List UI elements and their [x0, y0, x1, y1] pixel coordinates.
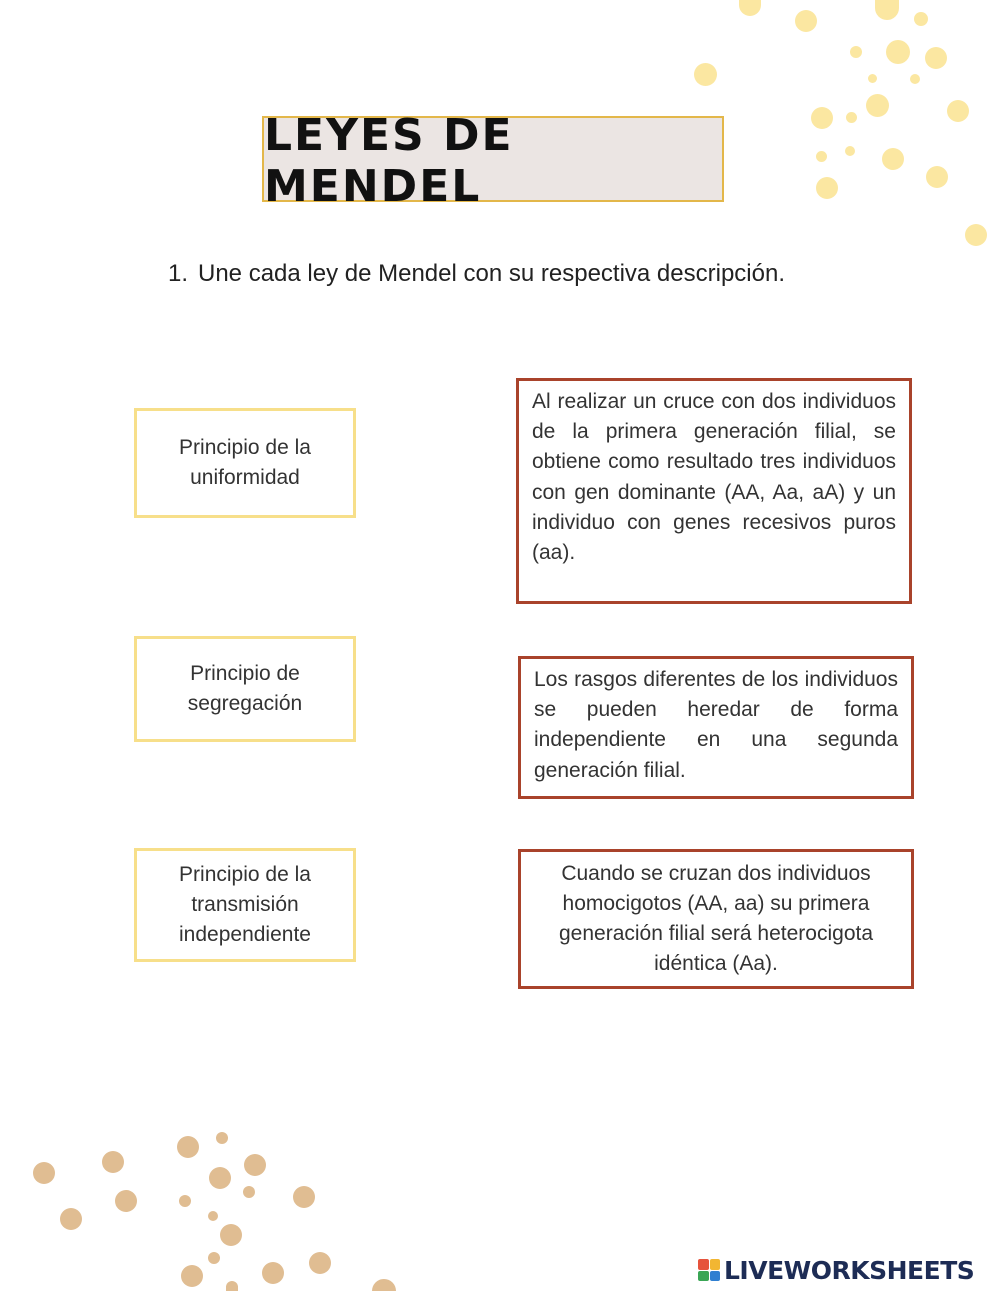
law-label: Principio de segregación [187, 662, 303, 715]
law-box-segregacion[interactable] [134, 636, 356, 742]
page-title: LEYES DE MENDEL [264, 110, 514, 212]
description-box-rasgos[interactable] [518, 656, 914, 799]
law-box-transmision[interactable] [134, 848, 356, 962]
instruction-text: Une cada ley de Mendel con su respectiva descripción. [198, 260, 785, 287]
description-box-homocigotos[interactable] [518, 849, 914, 989]
description-text: Los rasgos diferentes de los individuos se pueden heredar de forma independiente en una segunda generación filial. [534, 668, 898, 782]
brand-name: LIVEWORKSHEETS [724, 1255, 975, 1285]
law-label: Principio de la transmisión independiente [179, 863, 311, 946]
law-label: Principio de la uniformidad [179, 436, 311, 489]
description-box-cruce[interactable] [516, 378, 912, 604]
description-text: Cuando se cruzan dos individuos homocigotos (AA, aa) su primera generación filial será heterocigota idéntica (Aa). [558, 861, 874, 976]
liveworksheets-logo[interactable] [698, 1256, 974, 1284]
description-text: Al realizar un cruce con dos individuos de la primera generación filial, se obtiene como resultado tres individuos con gen dominante (AA, Aa, aA) y un individuo con genes recesivos puros (aa). [532, 390, 896, 565]
title-banner [262, 110, 724, 212]
logo-mark-icon [698, 1259, 720, 1281]
law-box-uniformidad[interactable] [134, 408, 356, 518]
instruction-number: 1. [168, 260, 189, 287]
instruction [168, 256, 788, 291]
